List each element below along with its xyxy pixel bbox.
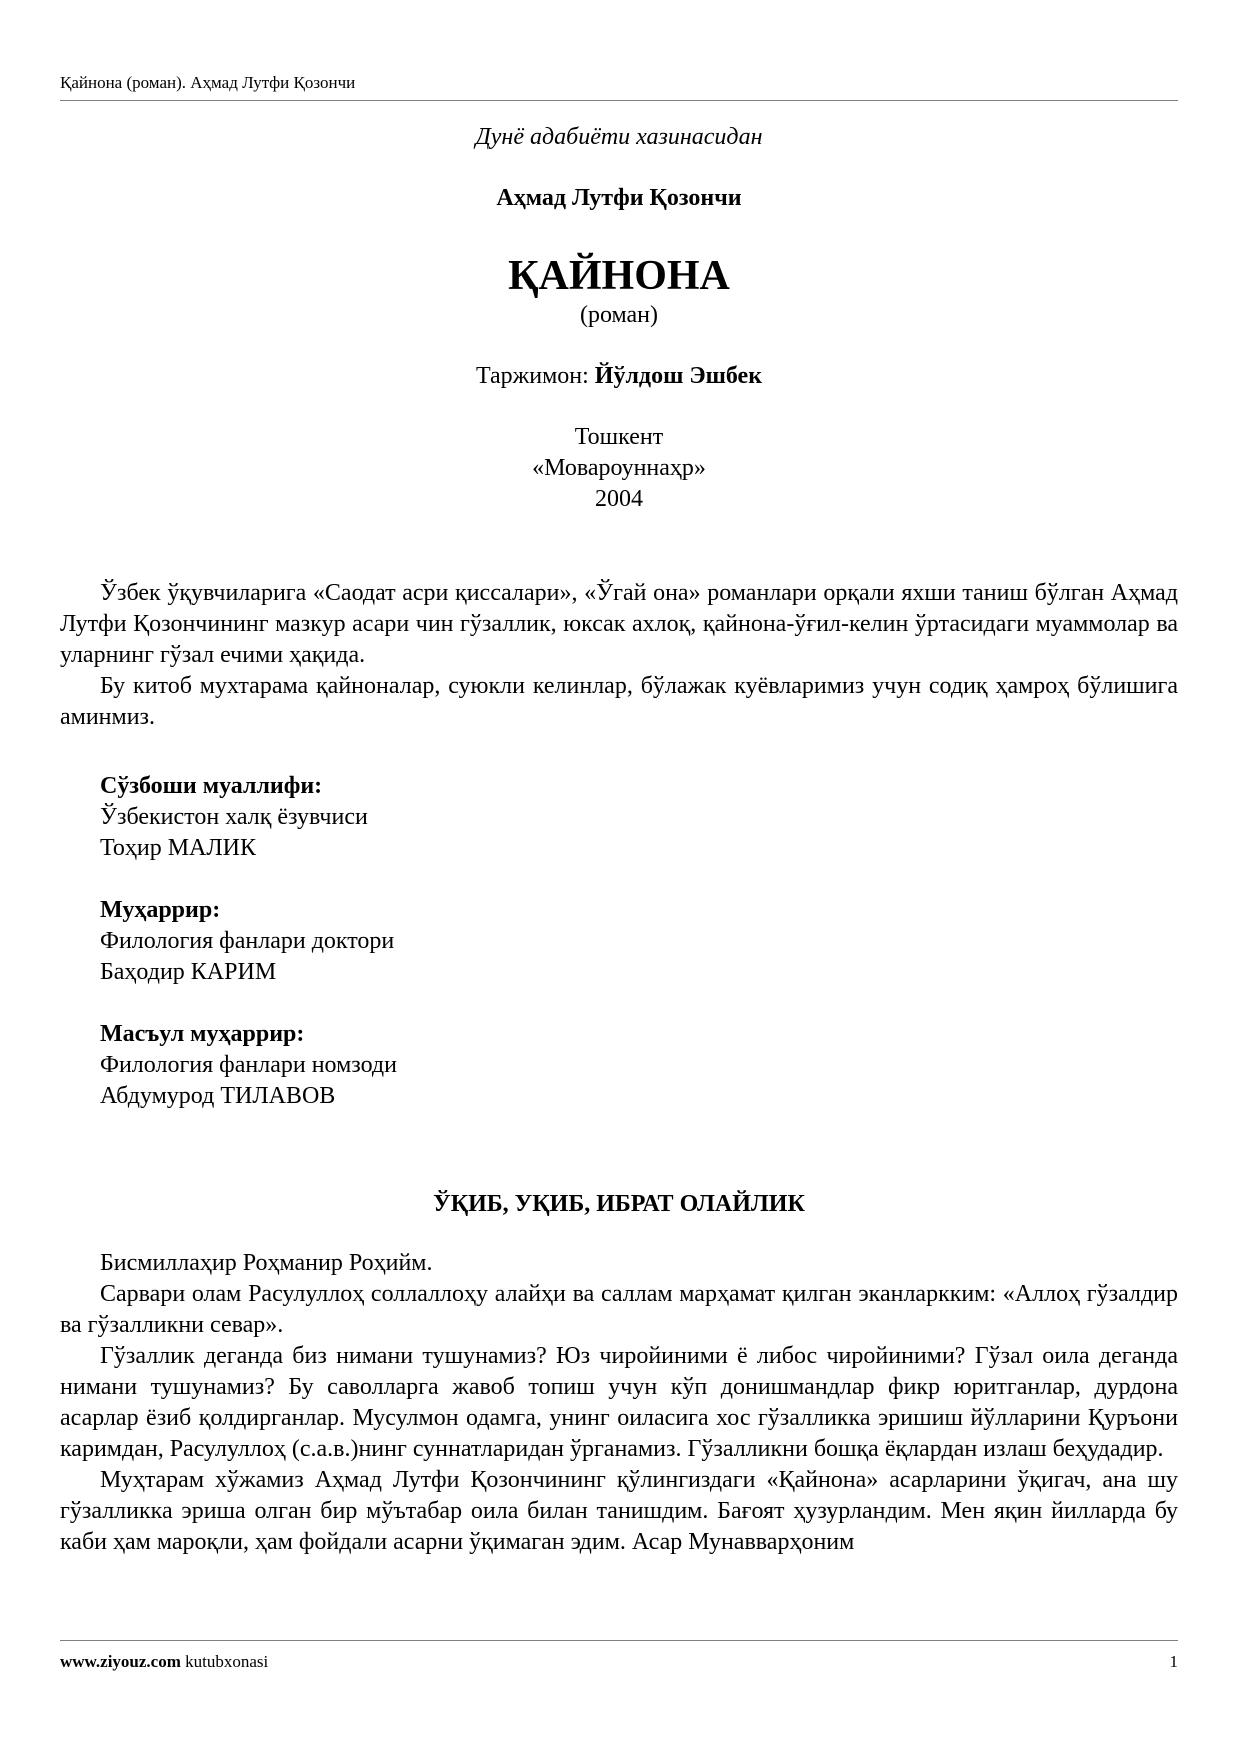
credit-title: Филология фанлари номзоди [100, 1052, 397, 1078]
footer-library: kutubxonasi [185, 1652, 269, 1671]
book-title: ҚАЙНОНА [508, 253, 730, 299]
running-header [60, 72, 1178, 101]
intro-text [60, 578, 1178, 733]
credit-chief-editor [100, 1019, 1178, 1112]
section-paragraph: Гўзаллик деганда биз нимани тушунамиз? Юз чиройиними ё либос чиройиними? Гўзал оила деганда нимани тушунамиз? Бу саволларга жавоб топиш учун кўп донишмандлар фикр юритганлар, дурдона асарлар ёзиб қолдирганлар. Мусулмон одамга, унинг оиласига хос гўзалликка эришиш йўлларини Қуръони каримдан, Расулуллоҳ (с.а.в.)нинг суннатларидан ўрганамиз. Гўзалликни бошқа ёқлардан излаш беҳудадир. [60, 1343, 1178, 1462]
section-paragraph: Муҳтарам хўжамиз Аҳмад Лутфи Қозончининг қўлингиздаги «Қайнона» асарларини ўқигач, ана шу гўзалликка эриша олган бир мўътабар оила билан танишдим. Бағоят ҳузурландим. Мен яқин йилларда бу каби ҳам мароқли, ҳам фойдали асарни ўқимаган эдим. Асар Мунавварҳоним [60, 1467, 1178, 1555]
title-block [60, 122, 1178, 515]
imprint-publisher: «Мовароуннаҳр» [532, 455, 706, 481]
credit-person: Баҳодир КАРИМ [100, 959, 277, 985]
intro-paragraph: Бу китоб мухтарама қайноналар, суюкли келинлар, бўлажак куёвларимиз учун содиқ ҳамроҳ бўлишига аминмиз. [60, 673, 1178, 730]
section-heading: ЎҚИБ, УҚИБ, ИБРАТ ОЛАЙЛИК [433, 1191, 805, 1217]
credit-foreword-author [100, 771, 1178, 864]
running-title: Қайнона (роман). Аҳмад Лутфи Қозончи [60, 73, 356, 92]
author-name: Аҳмад Лутфи Қозончи [496, 185, 742, 211]
book-genre: (роман) [579, 302, 659, 328]
credit-label: Муҳаррир: [100, 897, 221, 923]
credit-title: Ўзбекистон халқ ёзувчиси [100, 804, 368, 830]
page-body [60, 122, 1178, 1558]
section-paragraph: Бисмиллаҳир Роҳманир Роҳийм. [100, 1250, 433, 1276]
translator-label: Таржимон: [475, 363, 589, 389]
credit-label: Сўзбоши муаллифи: [100, 773, 323, 799]
translator-name: Йўлдош Эшбек [594, 363, 763, 389]
imprint-city: Тошкент [574, 424, 664, 450]
intro-paragraph: Ўзбек ўқувчиларига «Саодат асри қиссалари», «Ўгай она» романлари орқали яхши таниш бўлган Аҳмад Лутфи Қозончининг мазкур асари чин гўзаллик, юксак ахлоқ, қайнона-ўғил-келин ўртасидаги муаммолар ва уларнинг гўзал ечими ҳақида. [60, 580, 1178, 668]
series-title: Дунё адабиёти хазинасидан [475, 124, 763, 150]
page-number: 1 [1169, 1652, 1178, 1671]
section-text [60, 1248, 1178, 1558]
footer-source [60, 1651, 268, 1673]
imprint-year: 2004 [595, 486, 643, 512]
credit-title: Филология фанлари доктори [100, 928, 395, 954]
section-paragraph: Сарвари олам Расулуллоҳ соллаллоҳу алайҳи ва саллам марҳамат қилган эканларкким: «Аллоҳ гўзалдир ва гўзалликни севар». [60, 1281, 1178, 1338]
running-footer [60, 1640, 1178, 1673]
footer-site-link[interactable]: www.ziyouz.com [60, 1652, 181, 1671]
credit-label: Масъул муҳаррир: [100, 1021, 305, 1047]
imprint [60, 422, 1178, 515]
credit-person: Абдумурод ТИЛАВОВ [100, 1083, 336, 1109]
credit-editor [100, 895, 1178, 988]
credit-person: Тоҳир МАЛИК [100, 835, 256, 861]
credits [100, 771, 1178, 1112]
translator-line [60, 361, 1178, 392]
